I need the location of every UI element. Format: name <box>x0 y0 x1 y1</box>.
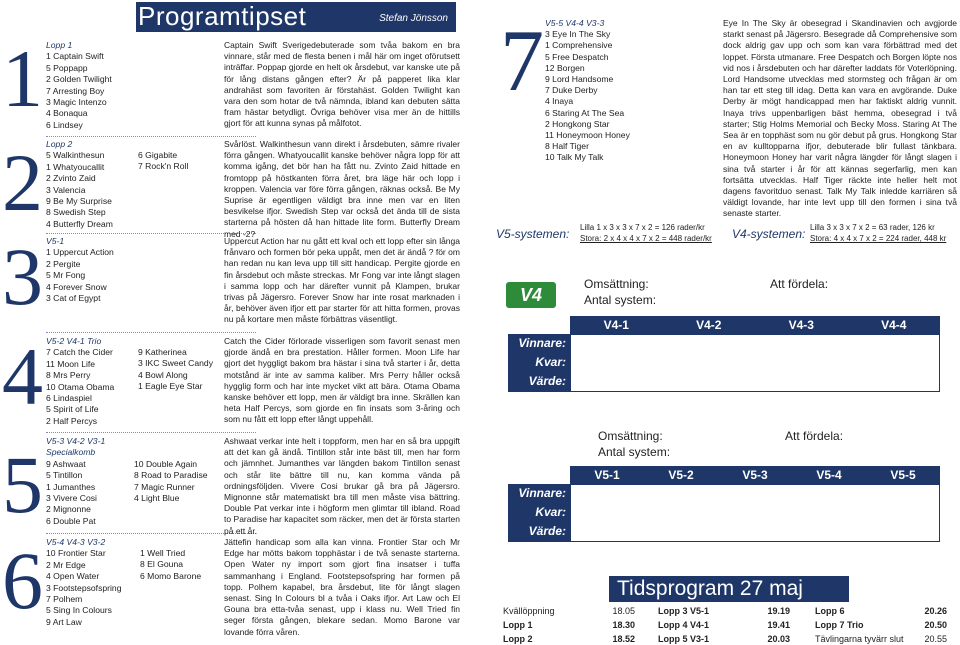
race-2-text: Svårlöst. Walkinthesun vann direkt i årsdebuten, sämre rivaler förra gången. Whatyoucallit kanske behöver några lopp för att komma igång, det bör han ha fått nu. Zvinto Zaid hittade en fromtopp på höstkanten förra året, bra läge här och lopp i kroppen. Valencia var före förra gången, räknas också. Be My Suprise är egentligen väldigt bra inne men var en liten besvikelse ifjor. Swedish Step var också det ända till de sista starterna på hösten då han hittade lite form. Butterfly Dream med -2? <box>224 139 460 239</box>
horse: 6 Lindaspiel <box>46 393 92 404</box>
horse: 5 Sing In Colours <box>46 605 112 616</box>
v4-system-label: V4-systemen: <box>732 227 806 241</box>
reserve: 6 Gigabite <box>138 150 178 160</box>
reserve: 4 Light Blue <box>134 493 180 504</box>
row-value: Värde: <box>528 524 566 538</box>
system-count-label: Antal system: <box>598 445 671 459</box>
v5-grid <box>570 484 940 542</box>
race-number-7: 7 <box>500 13 544 110</box>
page-title: Programtipset <box>138 1 307 31</box>
schedule-item: Lopp 5 V3-1 <box>658 634 710 644</box>
race-5-reserves <box>134 459 208 505</box>
turnover-label: Omsättning: <box>584 277 649 291</box>
v5-row-labels <box>508 484 570 542</box>
v5-large: Stora: 2 x 4 x 4 x 7 x 2 = 448 rader/kr <box>580 234 712 243</box>
race-1-list <box>46 40 112 131</box>
reserve: 1 Eagle Eye Star <box>138 381 203 392</box>
reserve: 10 Double Again <box>134 459 198 469</box>
schedule-time: 18.05 <box>612 606 635 616</box>
race-4-reserves <box>138 347 213 393</box>
race-title: Lopp 1 <box>46 40 73 50</box>
horse: 10 Frontier Star <box>46 548 106 559</box>
col-v5-1: V5-1 <box>594 468 620 482</box>
v5-system-label: V5-systemen: <box>496 227 570 241</box>
race-title: V5-5 V4-4 V3-3 <box>545 18 605 28</box>
reserve: 8 El Gouna <box>140 559 183 570</box>
row-left: Kvar: <box>535 505 566 519</box>
race-number-2: 2 <box>2 137 43 228</box>
race-6-text: Jättefin handicap som alla kan vinna. Frontier Star och Mr Edge har mötts bakom topphästar i de två senaste starterna. Open Water ny import som gjort fina insatser i tuffa sammanhang i England. Footstepsofspring har formen på topp. Polhem kapabel, bra årsdebut, lite för långt slagen senast. Sing In Colours bl a tvåa i Oaks ifjor. Art Law och El Gouna bra etta-tvåa senast, upp i klass nu. Well Tried fin seger första gången, blekare sedan. Momo Barone var lovande förra våren. <box>224 537 460 637</box>
horse: 1 Jumanthes <box>46 481 96 492</box>
schedule-item: Tävlingarna tyvärr slut <box>815 634 904 644</box>
v4-header-bar <box>570 316 940 334</box>
row-winner: Vinnare: <box>518 486 566 500</box>
horse: 1 Whatyoucallit <box>46 161 105 172</box>
race-number-1: 1 <box>2 33 43 124</box>
horse: 4 Bonaqua <box>46 108 88 119</box>
horse: 12 Borgen <box>545 62 585 73</box>
schedule-col-3 <box>815 604 947 645</box>
col-v4-3: V4-3 <box>788 318 814 332</box>
race-4-list <box>46 336 114 427</box>
reserve: 6 Momo Barone <box>140 570 202 581</box>
horse: 5 Walkinthesun <box>46 150 105 161</box>
reserve: 8 Road to Paradise <box>134 470 208 481</box>
divider <box>46 136 256 137</box>
horse: 6 Staring At The Sea <box>545 107 625 118</box>
reserve: 9 Katherinea <box>138 347 187 357</box>
schedule-title: Tidsprogram 27 maj <box>609 576 849 602</box>
horse: 9 Lord Handsome <box>545 74 614 85</box>
horse: 2 Pergite <box>46 258 81 269</box>
race-1-text: Captain Swift Sverigedebuterade som tvåa bakom en bra vinnare, står med de flesta benen i mål här om inget oförutsett inträffar. Poppap gjorde en helt ok årsdebut, var kanske ute på för lång distans gången efter? Är på papperet lika klar andrahäst som favoriten är förstahäst. Golden Twilight kan vara den som hotar de två nämnda, ibland kan debuten sätta fram hästar betydligt. Övriga behöver visa mer än de hittills gjort för att kunna synas på målfotot. <box>224 40 460 129</box>
horse: 11 Honeymoon Honey <box>545 130 630 141</box>
distribute-label: Att fördela: <box>770 277 829 291</box>
race-number-4: 4 <box>2 331 43 422</box>
horse: 1 Captain Swift <box>46 51 104 62</box>
distribute-label: Att fördela: <box>785 429 844 443</box>
horse: 2 Zvinto Zaid <box>46 173 96 184</box>
horse: 4 Forever Snow <box>46 281 107 292</box>
horse: 7 Duke Derby <box>545 85 598 96</box>
horse: 1 Uppercut Action <box>46 247 114 258</box>
race-7-list <box>545 18 630 164</box>
schedule-item: Kvällöppning <box>503 606 555 616</box>
schedule-item: Lopp 3 V5-1 <box>658 606 710 616</box>
race-title: V5-3 V4-2 V3-1 <box>46 436 106 446</box>
horse: 7 Arresting Boy <box>46 85 105 96</box>
row-winner: Vinnare: <box>518 336 566 350</box>
horse: 6 Lindsey <box>46 119 83 130</box>
horse: 5 Mr Fong <box>46 270 86 281</box>
race-6-reserves <box>140 548 201 582</box>
reserve: 1 Well Tried <box>140 548 186 558</box>
horse: 3 Magic Intenzo <box>46 97 107 108</box>
race-4-text: Catch the Cider förlorade visserligen som favorit senast men gjorde ändå en bra prestation. Håller formen. Moon Life har gjort det hyggligt bakom bra hästar i sina två starter i år, detta motstånd är inte av samma kaliber. Mrs Perry håller också hygglig form och har inte mycket vikt att bära. Otama Obama kanske behöver ett lopp, men är väldigt bra inne. Skrällen kan heta Half Percys, som gjorde en fin insats som 3-åring och som nu fått ett lopp efter långt uppehåll. <box>224 336 460 425</box>
v4-grid <box>570 334 940 392</box>
col-v5-5: V5-5 <box>890 468 916 482</box>
schedule-time: 20.26 <box>924 606 947 616</box>
race-subtitle: Specialkomb <box>46 447 96 458</box>
reserve: 3 IKC Sweet Candy <box>138 358 213 369</box>
horse: 9 Ashwaat <box>46 458 86 469</box>
schedule-time: 19.19 <box>767 606 790 616</box>
horse: 7 Catch the Cider <box>46 347 113 358</box>
horse: 2 Golden Twilight <box>46 74 112 85</box>
horse: 6 Double Pat <box>46 515 96 526</box>
schedule-time: 20.55 <box>924 634 947 644</box>
race-number-6: 6 <box>2 535 43 626</box>
horse: 4 Butterfly Dream <box>46 218 113 229</box>
schedule-time: 18.30 <box>612 620 635 630</box>
horse: 2 Mignonne <box>46 504 91 515</box>
col-v5-4: V5-4 <box>816 468 842 482</box>
schedule-item: Lopp 1 <box>503 620 533 630</box>
horse: 5 Free Despatch <box>545 51 609 62</box>
race-3-list <box>46 236 114 304</box>
v5-header-bar <box>570 466 940 484</box>
v5-small: Lilla 1 x 3 x 3 x 7 x 2 = 126 rader/kr <box>580 223 705 232</box>
race-5-text: Ashwaat verkar inte helt i toppform, men har en så bra uppgift att det kan gå ändå. Tintillon står inte bäst till, men har form och jämnhet. Jumanthes var längden bakom Tintillon senast och står lite bättre till nu, kan komma vända på ordningsföljden. Vivere Cosi brukar gå bra på Jägersro. Mignonne står matematiskt bra till men måste visa bättring. Double Pat verkar inte i högform men glimtar till ibland. Road to Paradise har kapacitet som räcker, men det är första starten på ett år. <box>224 436 460 536</box>
race-number-3: 3 <box>2 231 43 322</box>
horse: 8 Swedish Step <box>46 207 106 218</box>
reserve: 4 Bowl Along <box>138 369 188 380</box>
horse: 8 Mrs Perry <box>46 370 91 381</box>
schedule-col-1 <box>503 604 635 645</box>
race-title: V5-2 V4-1 Trio <box>46 336 102 346</box>
horse: 11 Moon Life <box>46 358 96 369</box>
race-7-text: Eye In The Sky är obesegrad i Skandinavien och avgjorde starkt senast på Jägersro. Besegrade då Comprehensive som dock aldrig gav upp och som kan vara förbättrad med det loppet. Första utmanare. Free Despatch och Borgen löpte nos vid nos i årsdebuten och har därefter laddats för Voterlöpning. Lord Handsome utvecklas med stormsteg och frågan är om han tar ett steg till idag. Detta kan vara en avgörande. Duke Derby är mögt handicappad men har faktiskt aldrig vunnit. Inaya trivs uppenbarligen bäst hemma, obesegrad i två starter; Stig Holms Memorial och Becky Moss. Staring At The Sea är en topphäst som nu gör debut på grus. Hongkong Star en av kulltopparna ifjor, debuterade blir fullast tänkbara. Honeymoon Honey har varit några längder för långt slagen i sina två starter i år för att kännas segerfarlig, men kan fortsätta utvecklas. Half Tiger räckte inte heller helt mot dagens favoritduo senast. Talk My Talk inledde karriären så väldigt lovande, har inte levt upp till den formen i sina två senaste starter. <box>723 18 957 219</box>
schedule-col-2 <box>658 604 790 645</box>
race-6-list <box>46 537 121 628</box>
reserve: 7 Rock'n Roll <box>138 161 189 172</box>
row-value: Värde: <box>528 374 566 388</box>
col-v4-4: V4-4 <box>881 318 907 332</box>
schedule-time: 19.41 <box>767 620 790 630</box>
schedule-time: 20.50 <box>924 620 947 630</box>
race-title: V5-1 <box>46 236 65 246</box>
v4-small: Lilla 3 x 3 x 7 x 2 = 63 rader, 126 kr <box>810 223 935 232</box>
horse: 3 Footstepsofspring <box>46 582 122 593</box>
race-3-text: Uppercut Action har nu gått ett kval och ett lopp efter sin långa frånvaro och formen bör peka uppåt, men det är ändå ? för om han redan nu kan leva upp till sitt handicap. Pergite gjorde en fin årsdebut och måste streckas. Mr Fong var inte långt slagen i samma lopp och har därefter vunnit på Klampen, brukar trivas på Jägersro. Forever Snow har inte rosat marknaden i år, behöver även ifjor ett par starter för att hitta formen, provas nu på kortare men måste förbättras väsentligt. <box>224 236 460 325</box>
v4-large: Stora: 4 x 4 x 7 x 2 = 224 rader, 448 kr <box>810 234 947 243</box>
page-header <box>136 2 456 32</box>
col-v4-2: V4-2 <box>696 318 722 332</box>
schedule-item: Lopp 7 Trio <box>815 620 864 630</box>
horse: 1 Comprehensive <box>545 40 613 51</box>
race-5-list <box>46 436 105 527</box>
horse: 3 Valencia <box>46 184 86 195</box>
v4-row-labels <box>508 334 570 392</box>
horse: 3 Cat of Egypt <box>46 293 101 304</box>
system-count-label: Antal system: <box>584 293 657 307</box>
horse: 3 Vivere Cosi <box>46 493 97 504</box>
horse: 7 Polhem <box>46 594 83 605</box>
v4-logo: V4 <box>506 282 556 308</box>
reserve: 7 Magic Runner <box>134 481 195 492</box>
race-title: Lopp 2 <box>46 139 73 149</box>
race-2-list <box>46 139 113 230</box>
schedule-item: Lopp 4 V4-1 <box>658 620 710 630</box>
schedule-item: Lopp 6 <box>815 606 845 616</box>
horse: 9 Art Law <box>46 616 82 627</box>
horse: 3 Eye In The Sky <box>545 29 611 40</box>
horse: 8 Half Tiger <box>545 141 589 152</box>
schedule-time: 18.52 <box>612 634 635 644</box>
schedule-item: Lopp 2 <box>503 634 533 644</box>
horse: 5 Tintillon <box>46 470 83 481</box>
horse: 5 Poppapp <box>46 62 88 73</box>
divider <box>46 332 256 333</box>
col-v5-3: V5-3 <box>742 468 768 482</box>
horse: 2 Mr Edge <box>46 559 86 570</box>
race-2-reserves <box>138 150 188 173</box>
race-number-5: 5 <box>2 439 43 530</box>
turnover-label: Omsättning: <box>598 429 663 443</box>
divider <box>46 432 256 433</box>
horse: 10 Otama Obama <box>46 381 115 392</box>
horse: 4 Open Water <box>46 571 100 582</box>
race-title: V5-4 V4-3 V3-2 <box>46 537 106 547</box>
col-v5-2: V5-2 <box>668 468 694 482</box>
horse: 9 Be My Surprise <box>46 196 112 207</box>
horse: 2 Half Percys <box>46 415 98 426</box>
horse: 5 Spirit of Life <box>46 404 99 415</box>
schedule-time: 20.03 <box>767 634 790 644</box>
author-name: Stefan Jönsson <box>379 13 448 24</box>
horse: 10 Talk My Talk <box>545 152 604 163</box>
col-v4-1: V4-1 <box>603 318 629 332</box>
horse: 4 Inaya <box>545 96 574 107</box>
row-left: Kvar: <box>535 355 566 369</box>
horse: 2 Hongkong Star <box>545 118 610 129</box>
